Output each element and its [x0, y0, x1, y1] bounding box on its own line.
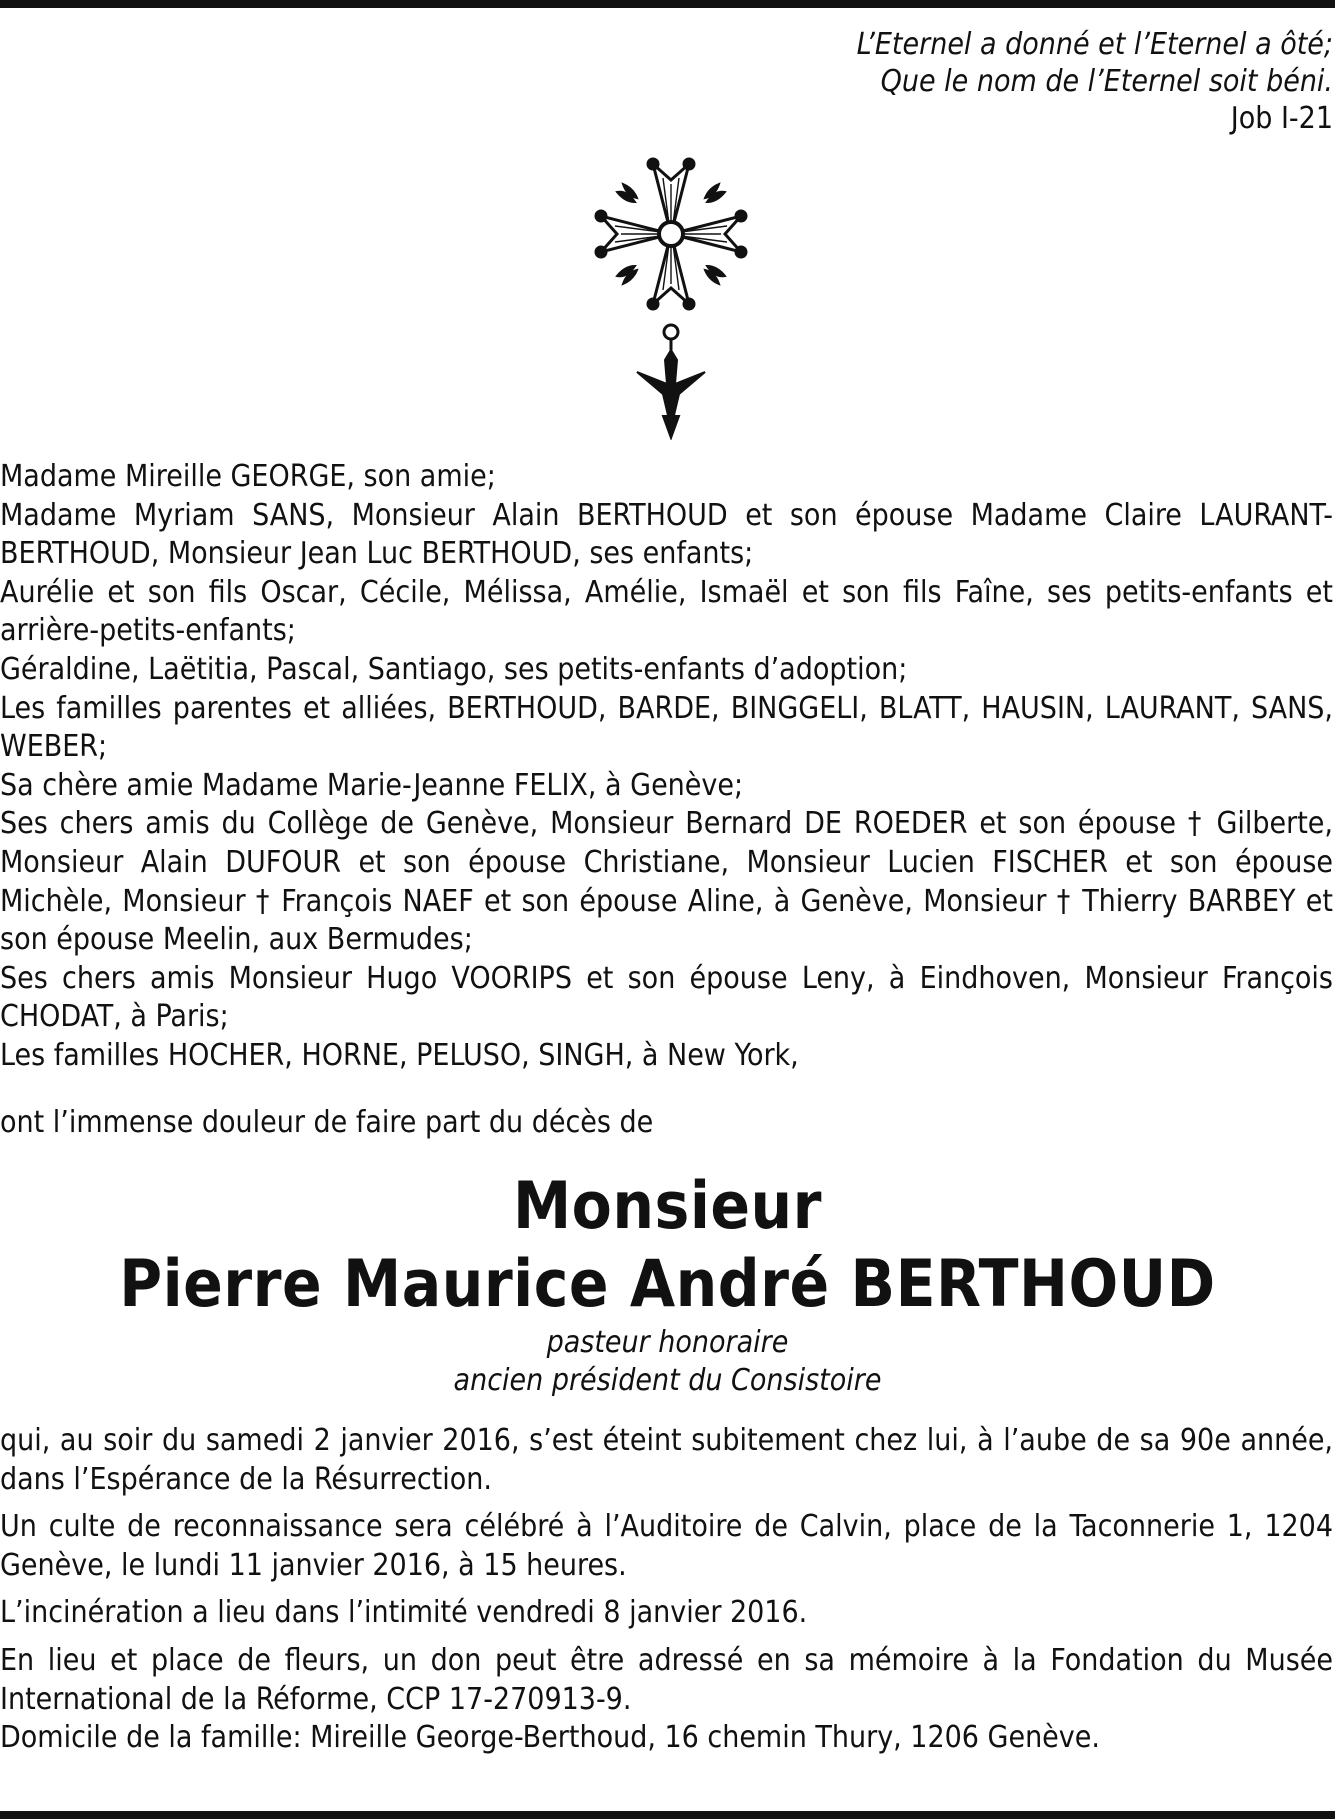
- family-list: [0, 458, 1333, 1076]
- detail-paragraph: En lieu et place de fleurs, un don peut être adressé en sa mémoire à la Fondation du Musée International de la Réforme, CCP 17-270913-9.: [0, 1642, 1333, 1717]
- announcement-intro: ont l’immense douleur de faire part du décès de: [0, 1105, 654, 1140]
- deceased-title-1: pasteur honoraire: [546, 1325, 789, 1360]
- family-line: Ses chers amis du Collège de Genève, Monsieur Bernard DE ROEDER et son épouse † Gilberte, Monsieur Alain DUFOUR et son épouse Christiane, Monsieur Lucien FISCHER et son épouse Michèle, Monsieur † François NAEF et son épouse Aline, à Genève, Monsieur † Thierry BARBEY et son épouse Meelin, aux Bermudes;: [0, 806, 1333, 958]
- deceased-name: Pierre Maurice André BERTHOUD: [119, 1247, 1216, 1322]
- top-border: [0, 0, 1335, 8]
- family-line: Sa chère amie Madame Marie-Jeanne FELIX, à Genève;: [0, 767, 744, 803]
- detail-paragraph: L’incinération a lieu dans l’intimité vendredi 8 janvier 2016.: [0, 1595, 808, 1631]
- details-section: [0, 1422, 1333, 1758]
- family-line: Madame Mireille GEORGE, son amie;: [0, 459, 496, 494]
- epigraph-reference: Job I-21: [1230, 101, 1333, 136]
- epigraph-line-1: L’Eternel a donné et l’Eternel a ôté;: [856, 27, 1333, 62]
- family-line: Madame Myriam SANS, Monsieur Alain BERTHOUD et son épouse Madame Claire LAURANT-BERTHOUD, Monsieur Jean Luc BERTHOUD, ses enfants;: [0, 497, 1333, 572]
- deceased-honorific: Monsieur: [512, 1169, 823, 1244]
- deceased-block: [0, 1168, 1335, 1400]
- family-line: Les familles parentes et alliées, BERTHOUD, BARDE, BINGGELI, BLATT, HAUSIN, LAURANT, SANS, WEBER;: [0, 690, 1333, 765]
- bottom-border: [0, 1811, 1335, 1819]
- deceased-title-2: ancien président du Consistoire: [453, 1363, 882, 1398]
- family-line: Ses chers amis Monsieur Hugo VOORIPS et son épouse Leny, à Eindhoven, Monsieur François CHODAT, à Paris;: [0, 960, 1333, 1035]
- family-line: Les familles HOCHER, HORNE, PELUSO, SINGH, à New York,: [0, 1037, 799, 1073]
- detail-paragraph: qui, au soir du samedi 2 janvier 2016, s’est éteint subitement chez lui, à l’aube de sa 90e année, dans l’Espérance de la Résurrection.: [0, 1423, 1333, 1497]
- epigraph: [433, 26, 1333, 137]
- epigraph-line-2: Que le nom de l’Eternel soit béni.: [880, 64, 1333, 99]
- detail-paragraph: Domicile de la famille: Mireille George-Berthoud, 16 chemin Thury, 1206 Genève.: [0, 1720, 1100, 1756]
- huguenot-cross-icon: [571, 154, 771, 440]
- family-line: Aurélie et son fils Oscar, Cécile, Mélissa, Amélie, Ismaël et son fils Faîne, ses petits-enfants et arrière-petits-enfants;: [0, 574, 1333, 649]
- family-line: Géraldine, Laëtitia, Pascal, Santiago, ses petits-enfants d’adoption;: [0, 651, 908, 687]
- detail-paragraph: Un culte de reconnaissance sera célébré à l’Auditoire de Calvin, place de la Taconnerie 1, 1204 Genève, le lundi 11 janvier 2016, à 15 heures.: [0, 1509, 1333, 1583]
